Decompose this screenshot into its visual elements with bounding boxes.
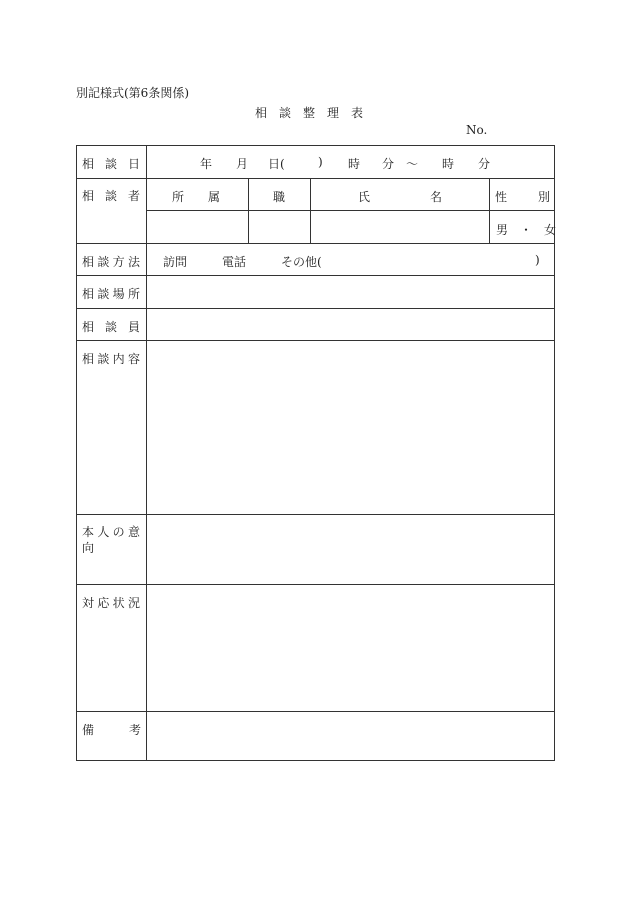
col-affiliation: 所 属 (172, 190, 221, 204)
method-other-close: ) (535, 253, 540, 267)
label-intent-line1: 本 人 の 意 (82, 525, 140, 539)
label-consult-date: 相 談 日 (82, 157, 140, 171)
label-intent-line2: 向 (82, 541, 95, 555)
label-response-status: 対 応 状 況 (82, 596, 140, 610)
date-day: 日( (268, 157, 285, 171)
time-end-hour: 時 (442, 157, 455, 171)
form-label: 別記様式(第6条関係) (76, 86, 189, 100)
col-name-2: 名 (430, 190, 443, 204)
label-consult-staff: 相 談 員 (82, 320, 140, 334)
method-phone: 電話 (222, 255, 247, 269)
method-other: その他( (281, 255, 322, 269)
time-range-tilde: 〜 (406, 157, 419, 171)
time-start-hour: 時 (348, 157, 361, 171)
col-sex-1: 性 (495, 190, 508, 204)
date-year: 年 (200, 157, 213, 171)
method-visit: 訪問 (163, 255, 188, 269)
label-consult-method: 相 談 方 法 (82, 255, 140, 269)
col-sex-2: 別 (538, 190, 551, 204)
label-consult-content: 相 談 内 容 (82, 352, 140, 366)
number-label: No. (466, 123, 488, 137)
label-consultee: 相 談 者 (82, 189, 140, 203)
label-remarks-1: 備 (82, 723, 95, 737)
sex-options: 男 ・ 女 (496, 223, 557, 237)
col-name-1: 氏 (358, 190, 371, 204)
time-start-minute: 分 (382, 157, 395, 171)
col-position: 職 (273, 190, 286, 204)
label-remarks-2: 考 (129, 723, 142, 737)
form-table (76, 145, 555, 761)
label-consult-place: 相 談 場 所 (82, 287, 140, 301)
date-weekday-close: ) (318, 155, 323, 169)
page-title: 相談整理表 (254, 106, 375, 120)
time-end-minute: 分 (478, 157, 491, 171)
date-month: 月 (236, 157, 249, 171)
